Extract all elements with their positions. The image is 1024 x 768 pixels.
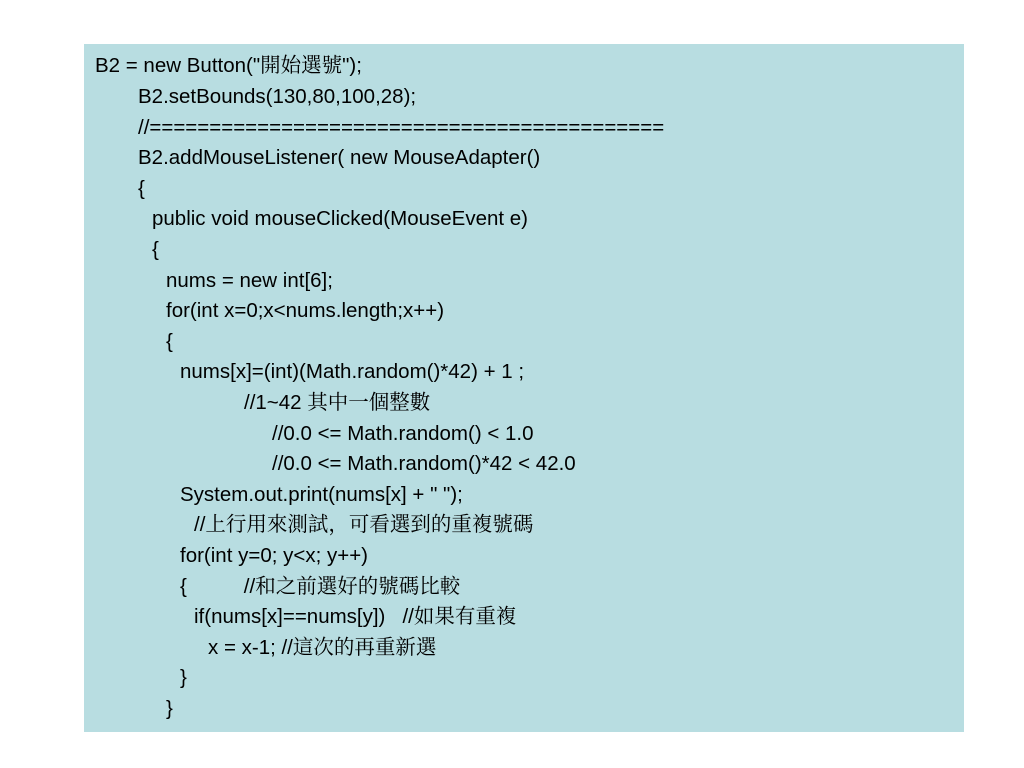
code-line: { <box>166 330 173 353</box>
code-line: nums = new int[6]; <box>166 269 333 292</box>
code-line: if(nums[x]==nums[y]) //如果有重複 <box>194 605 517 628</box>
code-line: } <box>180 666 187 689</box>
code-comment: //0.0 <= Math.random() < 1.0 <box>272 422 534 445</box>
code-line: } <box>166 697 173 720</box>
code-line: System.out.print(nums[x] + " "); <box>180 483 463 506</box>
code-line: x = x-1; //這次的再重新選 <box>208 636 437 659</box>
code-line: for(int y=0; y<x; y++) <box>180 544 368 567</box>
code-line: for(int x=0;x<nums.length;x++) <box>166 299 445 322</box>
code-line: B2 = new Button("開始選號"); <box>95 54 362 77</box>
code-line: //=========================================== <box>138 116 665 139</box>
code-line: public void mouseClicked(MouseEvent e) <box>152 207 529 230</box>
code-block <box>84 44 964 732</box>
code-line: B2.addMouseListener( new MouseAdapter() <box>138 146 541 169</box>
code-line: B2.setBounds(130,80,100,28); <box>138 85 417 108</box>
code-line: { <box>138 177 145 200</box>
code-line: { //和之前選好的號碼比較 <box>180 575 461 598</box>
code-comment: //上行用來測試，可看選到的重複號碼 <box>194 513 534 536</box>
code-line: { <box>152 238 159 261</box>
code-comment: //1~42 其中一個整數 <box>244 391 431 414</box>
code-line: nums[x]=(int)(Math.random()*42) + 1 ; <box>180 360 525 383</box>
code-comment: //0.0 <= Math.random()*42 < 42.0 <box>272 452 576 475</box>
